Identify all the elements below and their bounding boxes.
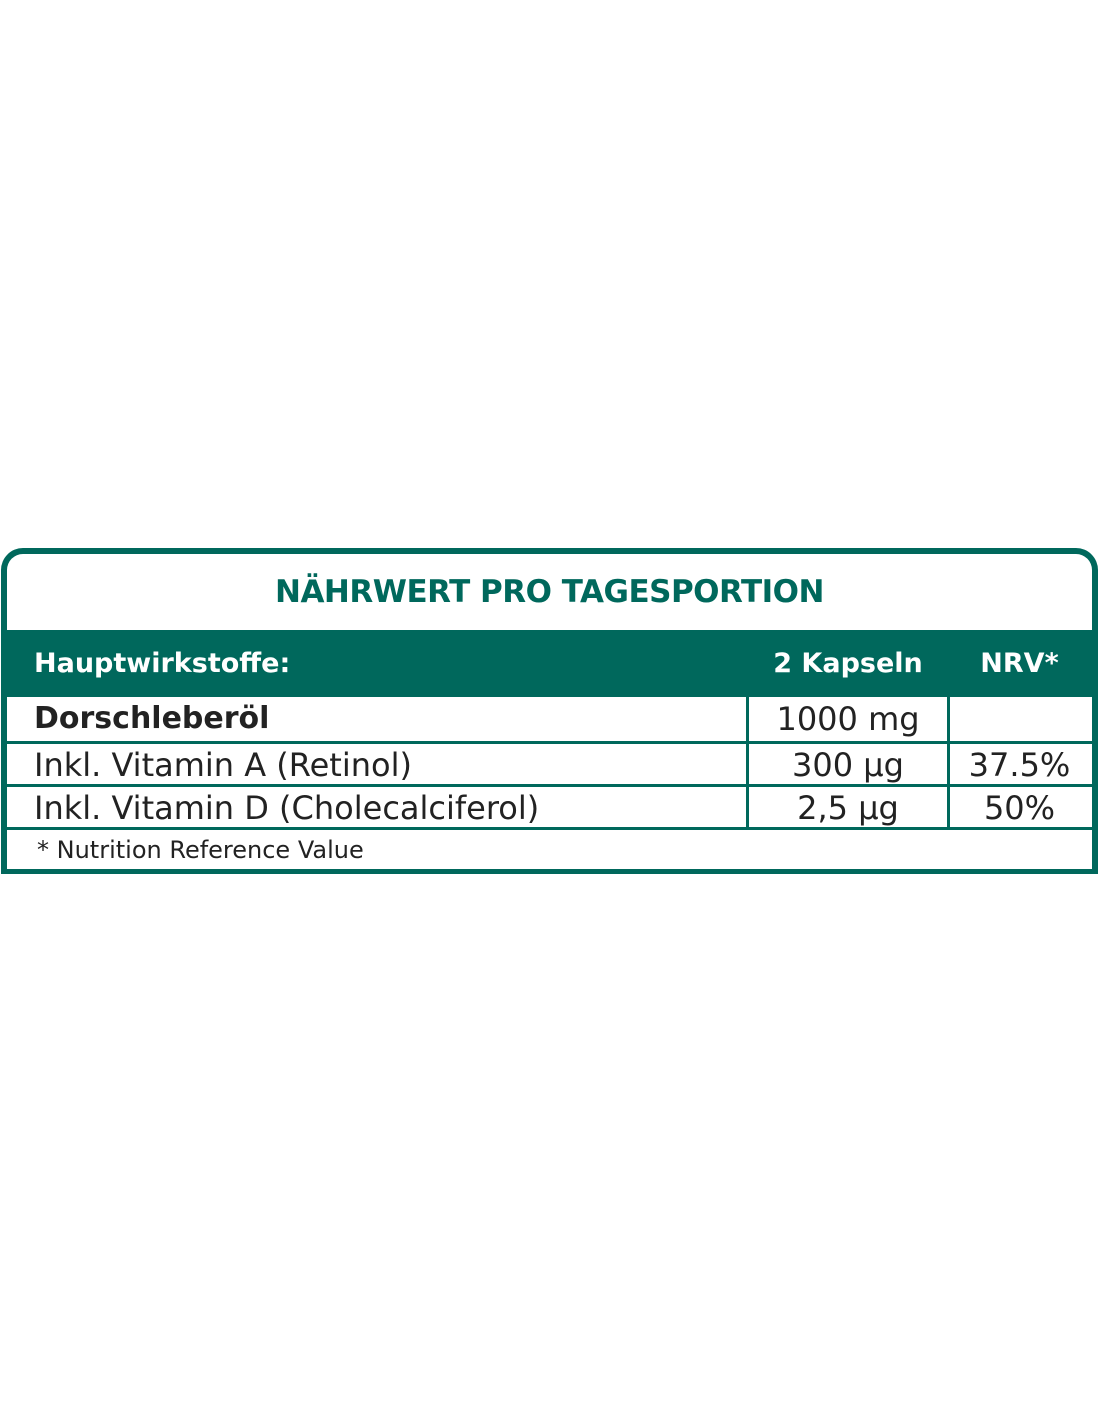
column-divider (947, 697, 950, 830)
nrv-cell: 37.5% (968, 746, 1071, 784)
nrv-cell: 50% (983, 789, 1056, 827)
table-header (7, 630, 1092, 697)
amount-cell: 300 µg (792, 746, 904, 784)
table-row (7, 744, 1092, 787)
header-nrv: NRV* (980, 648, 1059, 679)
ingredient-cell: Inkl. Vitamin D (Cholecalciferol) (34, 789, 540, 827)
amount-cell: 1000 mg (776, 700, 920, 738)
row-divider (7, 827, 1092, 830)
ingredient-cell: Inkl. Vitamin A (Retinol) (34, 746, 412, 784)
header-ingredient: Hauptwirkstoffe: (34, 648, 291, 679)
nutrition-table (1, 548, 1098, 874)
table-row (7, 698, 1092, 741)
header-amount: 2 Kapseln (773, 648, 923, 679)
footnote: * Nutrition Reference Value (37, 836, 364, 864)
amount-cell: 2,5 µg (797, 789, 899, 827)
table-row (7, 787, 1092, 830)
column-divider (746, 697, 749, 830)
ingredient-cell: Dorschleberöl (34, 701, 270, 736)
table-title: NÄHRWERT PRO TAGESPORTION (275, 574, 824, 610)
